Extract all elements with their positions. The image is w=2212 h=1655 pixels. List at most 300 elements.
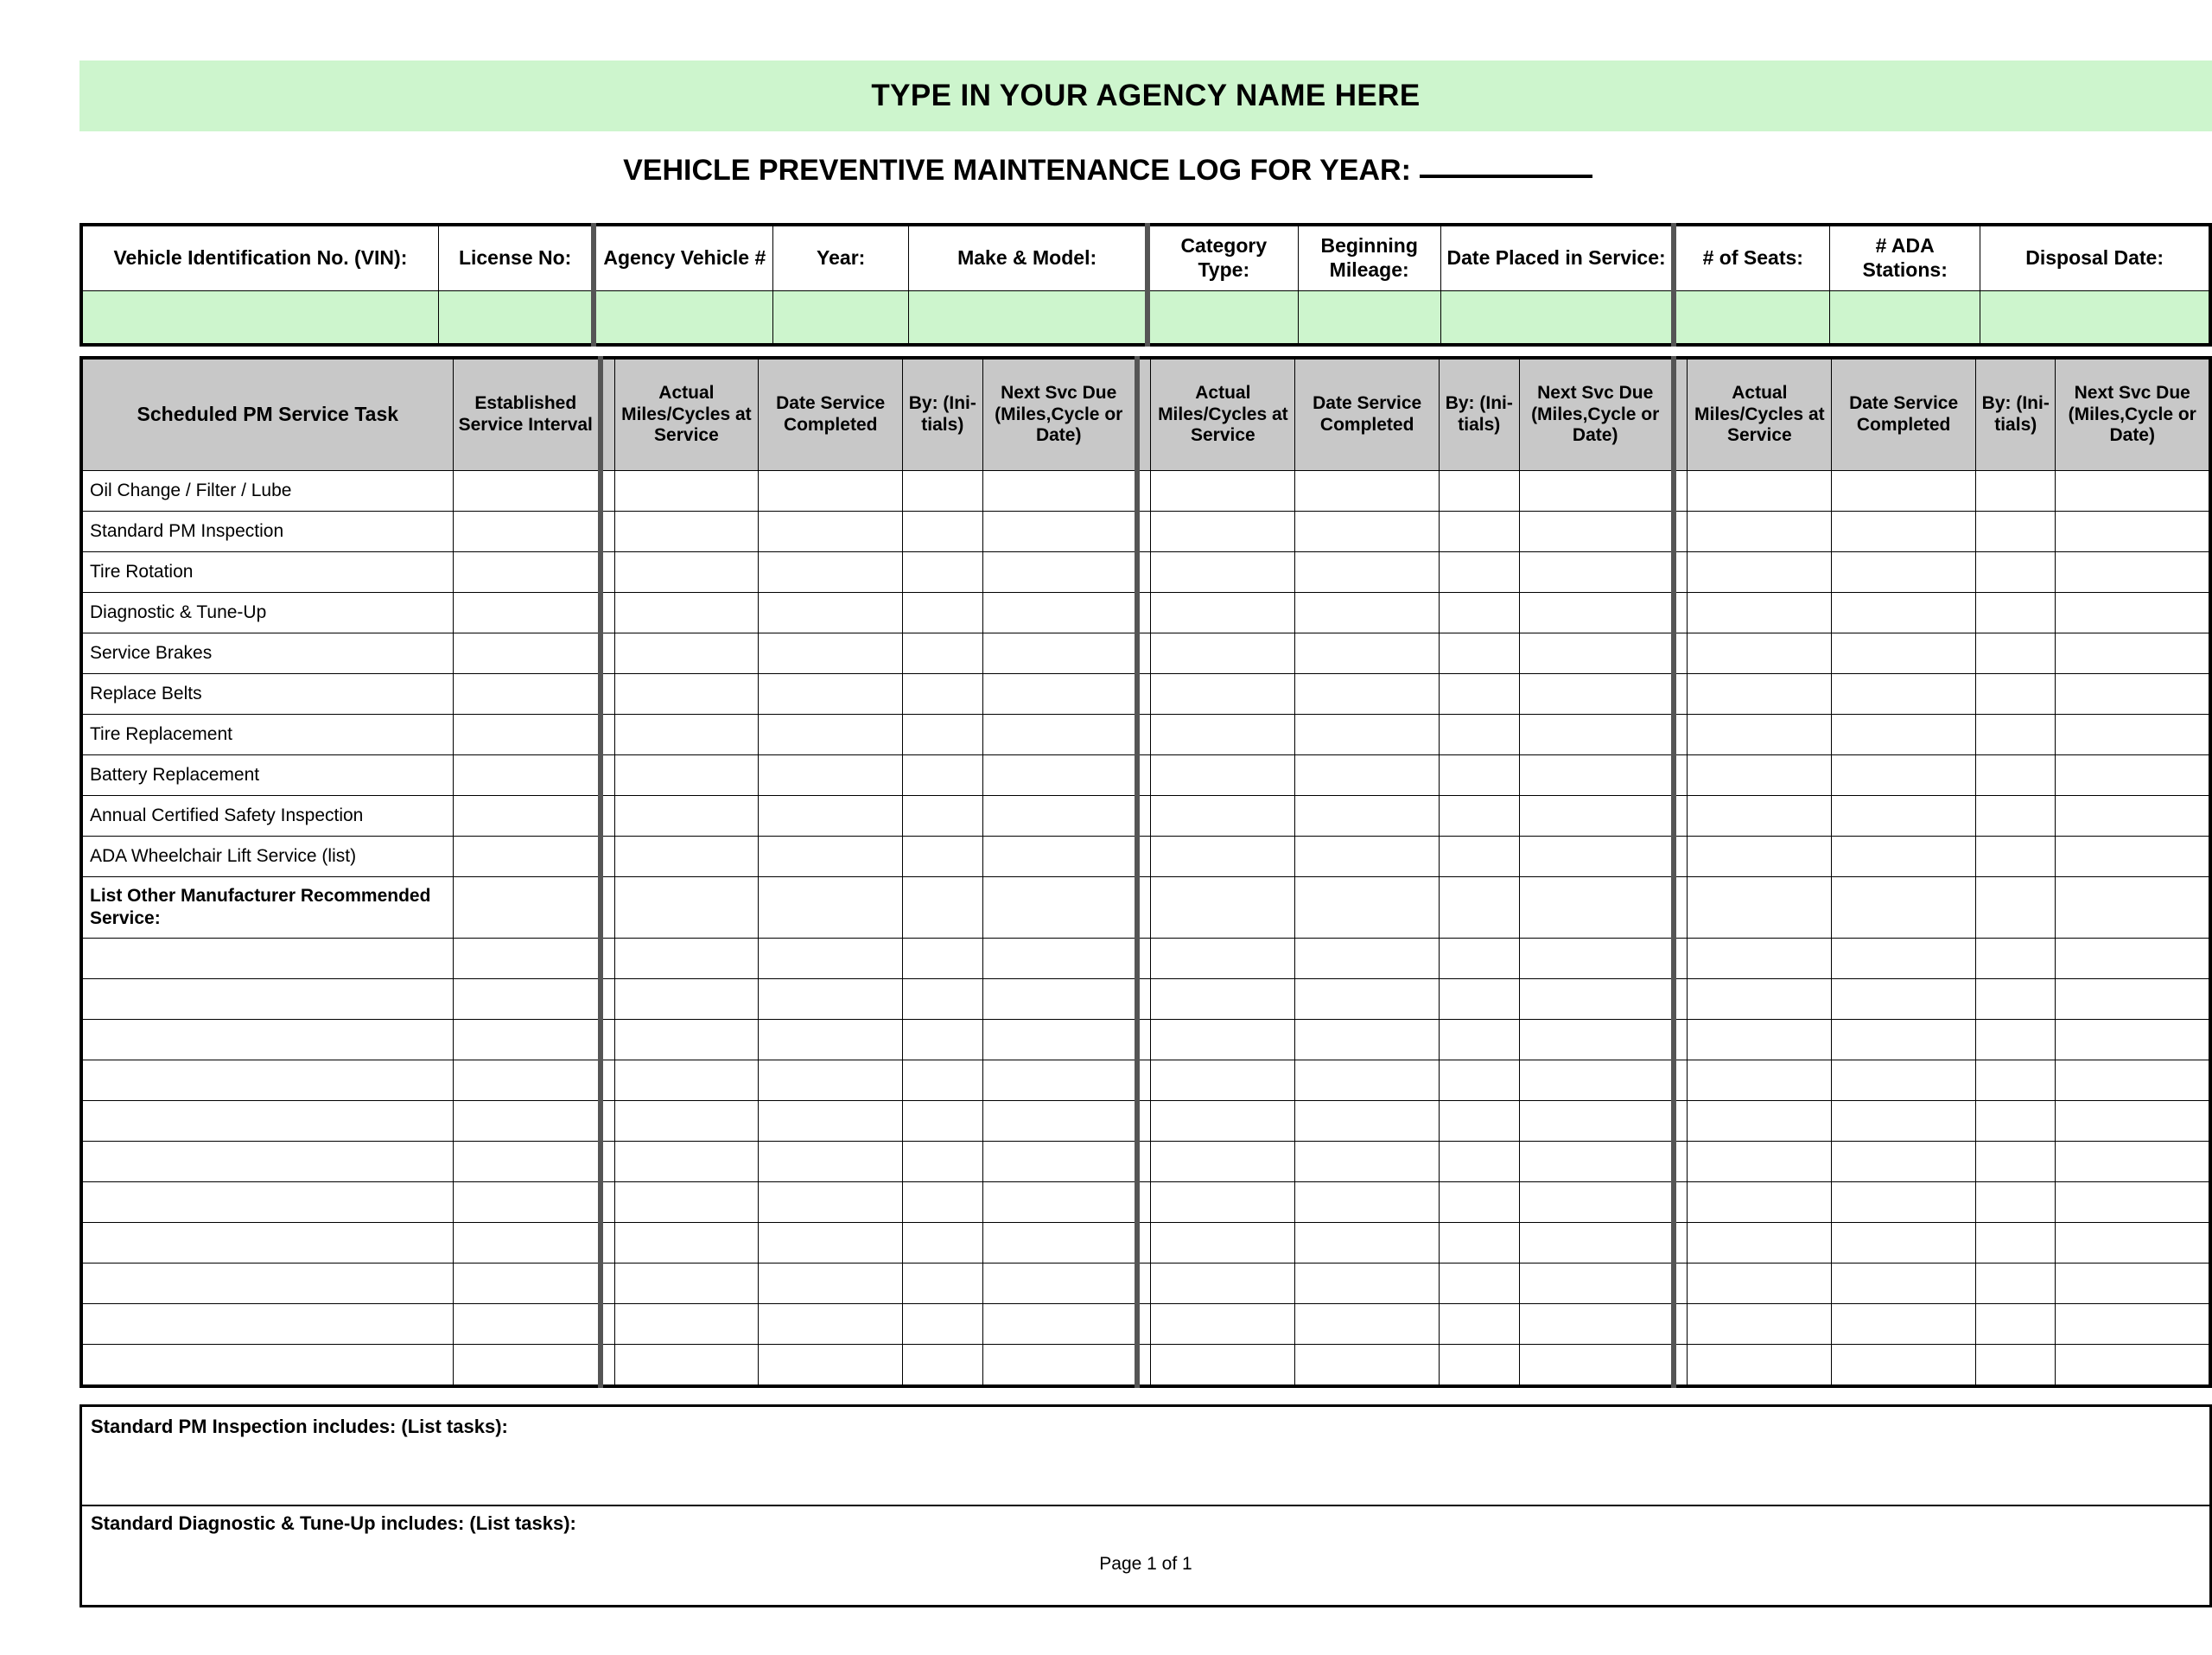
next-due-cell[interactable] [982,552,1137,593]
date-completed-cell[interactable] [1295,979,1440,1020]
next-due-cell[interactable] [1519,1304,1674,1345]
by-initials-cell[interactable] [1440,1101,1519,1142]
task-label-cell[interactable] [81,939,453,979]
actual-miles-cell[interactable] [1151,1264,1295,1304]
next-due-cell[interactable] [1519,1182,1674,1223]
actual-miles-cell[interactable] [1151,796,1295,837]
established-interval-cell[interactable] [453,633,601,674]
established-interval-cell[interactable] [453,1223,601,1264]
date-completed-cell[interactable] [1295,512,1440,552]
date-placed-in-service-field[interactable] [1440,291,1674,346]
next-due-cell[interactable] [982,512,1137,552]
by-initials-cell[interactable] [903,633,982,674]
date-completed-cell[interactable] [759,715,903,755]
date-completed-cell[interactable] [759,1142,903,1182]
established-interval-cell[interactable] [453,512,601,552]
task-label-cell[interactable]: Standard PM Inspection [81,512,453,552]
by-initials-cell[interactable] [903,674,982,715]
date-completed-cell[interactable] [759,796,903,837]
date-completed-cell[interactable] [759,1060,903,1101]
established-interval-cell[interactable] [453,1304,601,1345]
actual-miles-cell[interactable] [614,552,759,593]
actual-miles-cell[interactable] [1688,512,1832,552]
actual-miles-cell[interactable] [1151,1020,1295,1060]
actual-miles-cell[interactable] [1688,1345,1832,1387]
date-completed-cell[interactable] [759,1264,903,1304]
next-due-cell[interactable] [1519,1142,1674,1182]
by-initials-cell[interactable] [1976,877,2056,939]
actual-miles-cell[interactable] [1688,837,1832,877]
next-due-cell[interactable] [1519,1264,1674,1304]
by-initials-cell[interactable] [1440,1264,1519,1304]
date-completed-cell[interactable] [1832,593,1976,633]
date-completed-cell[interactable] [1832,715,1976,755]
actual-miles-cell[interactable] [614,1020,759,1060]
year-field[interactable] [773,291,909,346]
seats-field[interactable] [1674,291,1829,346]
date-completed-cell[interactable] [759,1101,903,1142]
task-label-cell[interactable] [81,1223,453,1264]
task-label-cell[interactable]: Battery Replacement [81,755,453,796]
established-interval-cell[interactable] [453,979,601,1020]
next-due-cell[interactable] [2056,552,2210,593]
task-label-cell[interactable] [81,1142,453,1182]
next-due-cell[interactable] [2056,512,2210,552]
actual-miles-cell[interactable] [614,837,759,877]
vin-field[interactable] [81,291,438,346]
next-due-cell[interactable] [1519,674,1674,715]
next-due-cell[interactable] [2056,837,2210,877]
by-initials-cell[interactable] [1440,1182,1519,1223]
date-completed-cell[interactable] [1832,979,1976,1020]
date-completed-cell[interactable] [1295,1060,1440,1101]
by-initials-cell[interactable] [1976,552,2056,593]
actual-miles-cell[interactable] [1151,1182,1295,1223]
date-completed-cell[interactable] [1295,633,1440,674]
actual-miles-cell[interactable] [1151,837,1295,877]
actual-miles-cell[interactable] [1151,633,1295,674]
next-due-cell[interactable] [1519,552,1674,593]
date-completed-cell[interactable] [759,979,903,1020]
next-due-cell[interactable] [982,674,1137,715]
date-completed-cell[interactable] [1295,1304,1440,1345]
next-due-cell[interactable] [982,796,1137,837]
next-due-cell[interactable] [1519,979,1674,1020]
actual-miles-cell[interactable] [614,512,759,552]
established-interval-cell[interactable] [453,715,601,755]
date-completed-cell[interactable] [759,755,903,796]
by-initials-cell[interactable] [903,796,982,837]
actual-miles-cell[interactable] [1151,1142,1295,1182]
next-due-cell[interactable] [982,1223,1137,1264]
next-due-cell[interactable] [2056,1345,2210,1387]
established-interval-cell[interactable] [453,674,601,715]
next-due-cell[interactable] [1519,715,1674,755]
by-initials-cell[interactable] [903,1142,982,1182]
next-due-cell[interactable] [2056,755,2210,796]
by-initials-cell[interactable] [1976,1223,2056,1264]
actual-miles-cell[interactable] [1688,1304,1832,1345]
actual-miles-cell[interactable] [1151,1060,1295,1101]
actual-miles-cell[interactable] [1688,939,1832,979]
next-due-cell[interactable] [2056,1182,2210,1223]
next-due-cell[interactable] [1519,796,1674,837]
actual-miles-cell[interactable] [614,1223,759,1264]
actual-miles-cell[interactable] [1688,593,1832,633]
next-due-cell[interactable] [1519,1101,1674,1142]
date-completed-cell[interactable] [759,674,903,715]
actual-miles-cell[interactable] [614,715,759,755]
next-due-cell[interactable] [982,1060,1137,1101]
actual-miles-cell[interactable] [1688,674,1832,715]
date-completed-cell[interactable] [1832,877,1976,939]
date-completed-cell[interactable] [1295,1182,1440,1223]
date-completed-cell[interactable] [1295,837,1440,877]
task-label-cell[interactable] [81,1345,453,1387]
next-due-cell[interactable] [982,471,1137,512]
established-interval-cell[interactable] [453,877,601,939]
next-due-cell[interactable] [1519,1223,1674,1264]
next-due-cell[interactable] [1519,939,1674,979]
date-completed-cell[interactable] [759,837,903,877]
disposal-date-field[interactable] [1980,291,2210,346]
task-label-cell[interactable] [81,1304,453,1345]
date-completed-cell[interactable] [759,593,903,633]
beginning-mileage-field[interactable] [1298,291,1440,346]
established-interval-cell[interactable] [453,593,601,633]
next-due-cell[interactable] [1519,633,1674,674]
next-due-cell[interactable] [2056,593,2210,633]
actual-miles-cell[interactable] [614,1101,759,1142]
by-initials-cell[interactable] [1976,1264,2056,1304]
by-initials-cell[interactable] [903,877,982,939]
established-interval-cell[interactable] [453,1142,601,1182]
date-completed-cell[interactable] [759,939,903,979]
by-initials-cell[interactable] [903,552,982,593]
actual-miles-cell[interactable] [614,979,759,1020]
date-completed-cell[interactable] [1295,755,1440,796]
next-due-cell[interactable] [2056,877,2210,939]
by-initials-cell[interactable] [1440,593,1519,633]
next-due-cell[interactable] [2056,796,2210,837]
by-initials-cell[interactable] [903,1101,982,1142]
date-completed-cell[interactable] [759,1304,903,1345]
actual-miles-cell[interactable] [614,1060,759,1101]
by-initials-cell[interactable] [1440,939,1519,979]
by-initials-cell[interactable] [1976,939,2056,979]
date-completed-cell[interactable] [759,512,903,552]
by-initials-cell[interactable] [1440,1304,1519,1345]
date-completed-cell[interactable] [759,1182,903,1223]
actual-miles-cell[interactable] [1151,1101,1295,1142]
task-label-cell[interactable] [81,1020,453,1060]
actual-miles-cell[interactable] [1151,1304,1295,1345]
next-due-cell[interactable] [1519,1020,1674,1060]
date-completed-cell[interactable] [1832,512,1976,552]
next-due-cell[interactable] [2056,979,2210,1020]
task-label-cell[interactable]: ADA Wheelchair Lift Service (list) [81,837,453,877]
established-interval-cell[interactable] [453,1060,601,1101]
established-interval-cell[interactable] [453,1020,601,1060]
date-completed-cell[interactable] [759,1020,903,1060]
actual-miles-cell[interactable] [614,877,759,939]
actual-miles-cell[interactable] [1688,1020,1832,1060]
actual-miles-cell[interactable] [614,1304,759,1345]
established-interval-cell[interactable] [453,1101,601,1142]
next-due-cell[interactable] [1519,1060,1674,1101]
actual-miles-cell[interactable] [614,1264,759,1304]
next-due-cell[interactable] [982,593,1137,633]
year-blank-field[interactable] [1420,175,1592,178]
date-completed-cell[interactable] [1295,593,1440,633]
actual-miles-cell[interactable] [614,633,759,674]
date-completed-cell[interactable] [1832,1182,1976,1223]
next-due-cell[interactable] [982,633,1137,674]
next-due-cell[interactable] [982,837,1137,877]
date-completed-cell[interactable] [1832,1142,1976,1182]
date-completed-cell[interactable] [759,1223,903,1264]
next-due-cell[interactable] [2056,715,2210,755]
by-initials-cell[interactable] [903,1060,982,1101]
next-due-cell[interactable] [982,1304,1137,1345]
actual-miles-cell[interactable] [1688,715,1832,755]
actual-miles-cell[interactable] [1688,1060,1832,1101]
task-label-cell[interactable]: Tire Rotation [81,552,453,593]
next-due-cell[interactable] [982,1020,1137,1060]
actual-miles-cell[interactable] [1688,1142,1832,1182]
actual-miles-cell[interactable] [1151,512,1295,552]
actual-miles-cell[interactable] [1151,939,1295,979]
next-due-cell[interactable] [2056,674,2210,715]
task-label-cell[interactable]: Tire Replacement [81,715,453,755]
date-completed-cell[interactable] [1832,939,1976,979]
actual-miles-cell[interactable] [1688,552,1832,593]
next-due-cell[interactable] [1519,593,1674,633]
actual-miles-cell[interactable] [614,593,759,633]
actual-miles-cell[interactable] [1688,796,1832,837]
actual-miles-cell[interactable] [1151,1223,1295,1264]
date-completed-cell[interactable] [1832,1223,1976,1264]
date-completed-cell[interactable] [759,1345,903,1387]
task-label-cell[interactable]: Oil Change / Filter / Lube [81,471,453,512]
next-due-cell[interactable] [1519,512,1674,552]
actual-miles-cell[interactable] [614,939,759,979]
next-due-cell[interactable] [2056,1060,2210,1101]
by-initials-cell[interactable] [1976,979,2056,1020]
by-initials-cell[interactable] [1440,1223,1519,1264]
by-initials-cell[interactable] [903,593,982,633]
next-due-cell[interactable] [2056,1264,2210,1304]
by-initials-cell[interactable] [1440,755,1519,796]
by-initials-cell[interactable] [1976,837,2056,877]
next-due-cell[interactable] [982,877,1137,939]
actual-miles-cell[interactable] [1151,471,1295,512]
date-completed-cell[interactable] [1295,471,1440,512]
actual-miles-cell[interactable] [1151,715,1295,755]
actual-miles-cell[interactable] [1688,1223,1832,1264]
actual-miles-cell[interactable] [614,1142,759,1182]
next-due-cell[interactable] [1519,755,1674,796]
by-initials-cell[interactable] [1440,1142,1519,1182]
date-completed-cell[interactable] [1832,1020,1976,1060]
next-due-cell[interactable] [2056,1223,2210,1264]
by-initials-cell[interactable] [903,1020,982,1060]
date-completed-cell[interactable] [1832,471,1976,512]
next-due-cell[interactable] [982,1264,1137,1304]
by-initials-cell[interactable] [1976,1345,2056,1387]
actual-miles-cell[interactable] [1688,1264,1832,1304]
established-interval-cell[interactable] [453,796,601,837]
actual-miles-cell[interactable] [1688,1101,1832,1142]
by-initials-cell[interactable] [903,512,982,552]
actual-miles-cell[interactable] [1688,979,1832,1020]
date-completed-cell[interactable] [1295,1101,1440,1142]
by-initials-cell[interactable] [1976,755,2056,796]
task-label-cell[interactable]: Annual Certified Safety Inspection [81,796,453,837]
by-initials-cell[interactable] [1976,1182,2056,1223]
license-no-field[interactable] [438,291,594,346]
by-initials-cell[interactable] [903,755,982,796]
next-due-cell[interactable] [2056,1142,2210,1182]
date-completed-cell[interactable] [1295,1345,1440,1387]
actual-miles-cell[interactable] [614,471,759,512]
date-completed-cell[interactable] [1295,1264,1440,1304]
next-due-cell[interactable] [2056,633,2210,674]
established-interval-cell[interactable] [453,939,601,979]
date-completed-cell[interactable] [759,471,903,512]
by-initials-cell[interactable] [903,1223,982,1264]
by-initials-cell[interactable] [1440,1020,1519,1060]
next-due-cell[interactable] [982,939,1137,979]
task-label-cell[interactable]: Replace Belts [81,674,453,715]
actual-miles-cell[interactable] [1688,633,1832,674]
by-initials-cell[interactable] [1976,512,2056,552]
next-due-cell[interactable] [982,1101,1137,1142]
actual-miles-cell[interactable] [1151,552,1295,593]
by-initials-cell[interactable] [1976,471,2056,512]
by-initials-cell[interactable] [903,1264,982,1304]
established-interval-cell[interactable] [453,1264,601,1304]
established-interval-cell[interactable] [453,1182,601,1223]
by-initials-cell[interactable] [903,979,982,1020]
date-completed-cell[interactable] [1832,796,1976,837]
established-interval-cell[interactable] [453,552,601,593]
by-initials-cell[interactable] [903,837,982,877]
actual-miles-cell[interactable] [614,796,759,837]
task-label-cell[interactable] [81,979,453,1020]
actual-miles-cell[interactable] [1688,471,1832,512]
next-due-cell[interactable] [2056,1020,2210,1060]
actual-miles-cell[interactable] [1151,877,1295,939]
by-initials-cell[interactable] [903,939,982,979]
date-completed-cell[interactable] [1832,837,1976,877]
actual-miles-cell[interactable] [1151,593,1295,633]
by-initials-cell[interactable] [903,1182,982,1223]
next-due-cell[interactable] [1519,1345,1674,1387]
next-due-cell[interactable] [2056,939,2210,979]
ada-stations-field[interactable] [1830,291,1980,346]
by-initials-cell[interactable] [1440,979,1519,1020]
date-completed-cell[interactable] [1832,674,1976,715]
by-initials-cell[interactable] [1440,512,1519,552]
task-label-cell[interactable] [81,1182,453,1223]
by-initials-cell[interactable] [1976,796,2056,837]
date-completed-cell[interactable] [1832,755,1976,796]
date-completed-cell[interactable] [1832,552,1976,593]
by-initials-cell[interactable] [1976,1060,2056,1101]
by-initials-cell[interactable] [903,1345,982,1387]
established-interval-cell[interactable] [453,837,601,877]
actual-miles-cell[interactable] [614,674,759,715]
task-label-cell[interactable] [81,1060,453,1101]
next-due-cell[interactable] [2056,1304,2210,1345]
next-due-cell[interactable] [1519,877,1674,939]
established-interval-cell[interactable] [453,755,601,796]
date-completed-cell[interactable] [759,633,903,674]
date-completed-cell[interactable] [1295,1142,1440,1182]
actual-miles-cell[interactable] [1688,877,1832,939]
next-due-cell[interactable] [2056,471,2210,512]
next-due-cell[interactable] [1519,471,1674,512]
date-completed-cell[interactable] [1295,1223,1440,1264]
actual-miles-cell[interactable] [1151,979,1295,1020]
date-completed-cell[interactable] [1832,1304,1976,1345]
actual-miles-cell[interactable] [1688,1182,1832,1223]
task-label-cell[interactable] [81,1101,453,1142]
next-due-cell[interactable] [982,1182,1137,1223]
by-initials-cell[interactable] [903,715,982,755]
task-label-cell[interactable]: Service Brakes [81,633,453,674]
by-initials-cell[interactable] [1440,796,1519,837]
date-completed-cell[interactable] [759,877,903,939]
by-initials-cell[interactable] [1440,715,1519,755]
next-due-cell[interactable] [1519,837,1674,877]
by-initials-cell[interactable] [1976,633,2056,674]
by-initials-cell[interactable] [1440,674,1519,715]
established-interval-cell[interactable] [453,1345,601,1387]
by-initials-cell[interactable] [1976,1304,2056,1345]
task-label-cell[interactable] [81,1264,453,1304]
make-model-field[interactable] [909,291,1147,346]
established-interval-cell[interactable] [453,471,601,512]
actual-miles-cell[interactable] [1151,755,1295,796]
date-completed-cell[interactable] [1295,1020,1440,1060]
by-initials-cell[interactable] [1976,1020,2056,1060]
by-initials-cell[interactable] [1440,837,1519,877]
date-completed-cell[interactable] [1832,1060,1976,1101]
date-completed-cell[interactable] [1832,633,1976,674]
actual-miles-cell[interactable] [1151,674,1295,715]
date-completed-cell[interactable] [759,552,903,593]
date-completed-cell[interactable] [1832,1101,1976,1142]
category-type-field[interactable] [1147,291,1298,346]
agency-name-banner[interactable] [79,60,2212,131]
by-initials-cell[interactable] [1440,471,1519,512]
date-completed-cell[interactable] [1295,939,1440,979]
date-completed-cell[interactable] [1295,796,1440,837]
next-due-cell[interactable] [982,715,1137,755]
actual-miles-cell[interactable] [614,755,759,796]
by-initials-cell[interactable] [1440,877,1519,939]
by-initials-cell[interactable] [1976,1101,2056,1142]
date-completed-cell[interactable] [1295,674,1440,715]
by-initials-cell[interactable] [1976,715,2056,755]
by-initials-cell[interactable] [903,1304,982,1345]
by-initials-cell[interactable] [903,471,982,512]
by-initials-cell[interactable] [1976,1142,2056,1182]
agency-vehicle-field[interactable] [594,291,772,346]
task-label-cell[interactable]: Diagnostic & Tune-Up [81,593,453,633]
